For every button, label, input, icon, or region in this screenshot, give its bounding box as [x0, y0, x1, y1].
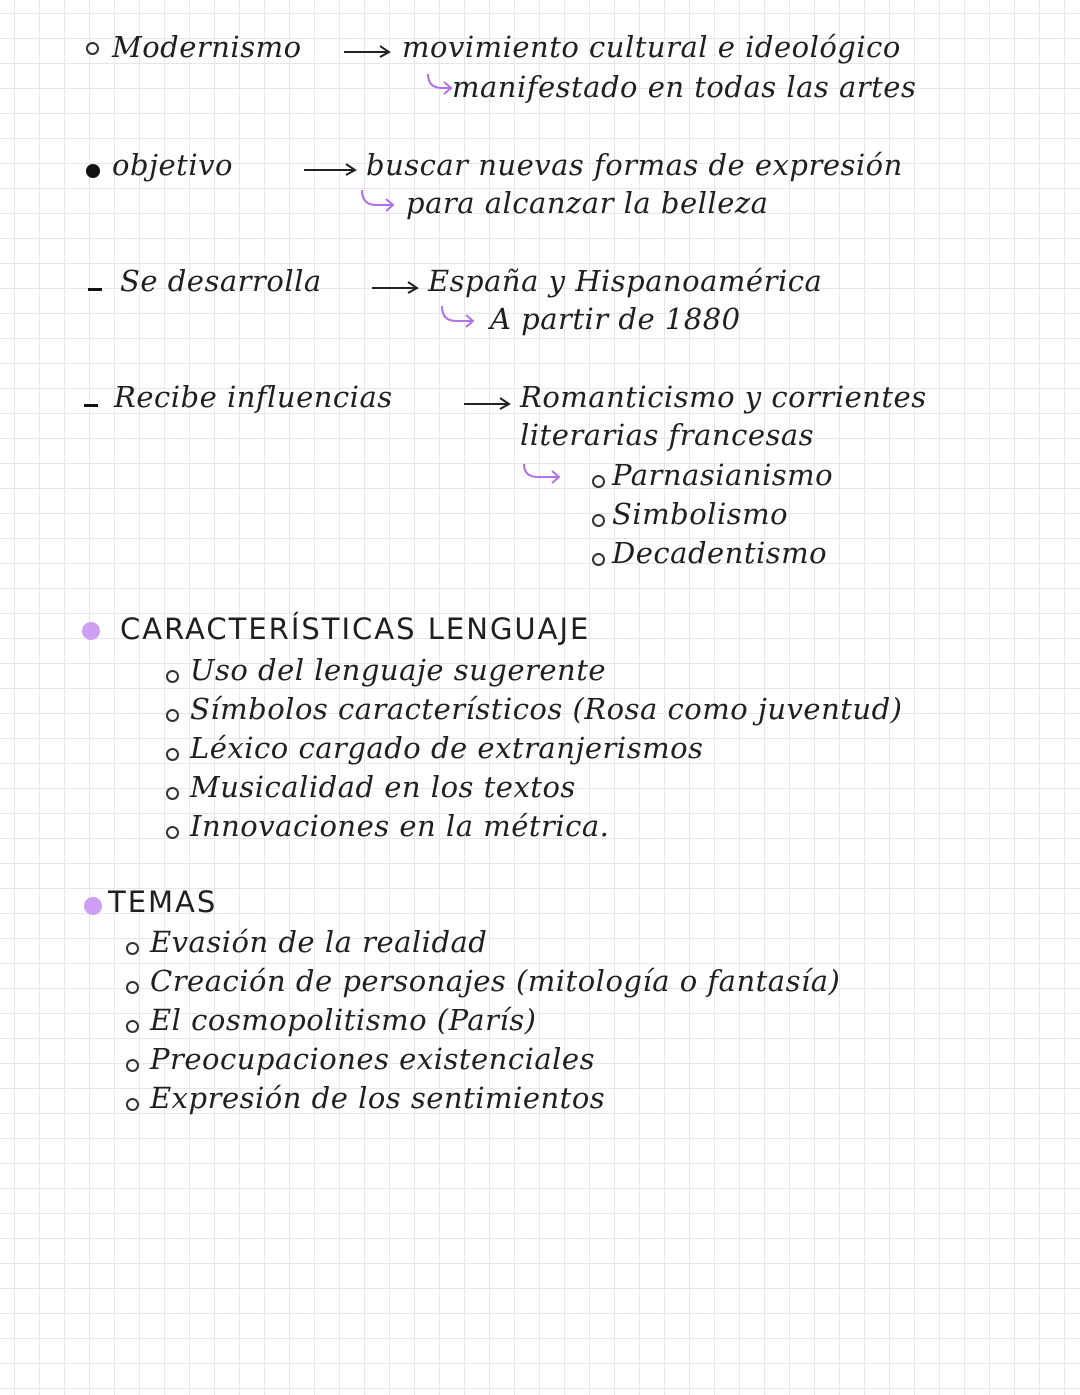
- characteristic-item: Musicalidad en los textos: [190, 770, 576, 804]
- open-bullet-icon: [126, 981, 139, 994]
- open-bullet-icon: [166, 670, 179, 683]
- curved-arrow-icon: [424, 72, 454, 100]
- open-bullet-icon: [166, 748, 179, 761]
- open-bullet-icon: [126, 1098, 139, 1111]
- theme-item: Creación de personajes (mitología o fantasía): [150, 964, 841, 998]
- arrow-right-icon: [370, 278, 422, 294]
- curved-arrow-icon: [358, 188, 398, 216]
- open-bullet-icon: [166, 826, 179, 839]
- influence-item: Parnasianismo: [612, 458, 834, 492]
- heading-temas: TEMAS: [108, 885, 218, 919]
- arrow-right-icon: [302, 160, 360, 176]
- theme-item: Evasión de la realidad: [150, 925, 488, 959]
- term-modernismo: Modernismo: [112, 30, 302, 64]
- curved-arrow-icon: [438, 304, 478, 332]
- theme-item: Expresión de los sentimientos: [150, 1081, 606, 1115]
- dash-bullet-icon: [88, 288, 102, 291]
- open-bullet-icon: [592, 514, 605, 527]
- open-bullet-icon: [126, 1059, 139, 1072]
- dash-bullet-icon: [84, 404, 98, 407]
- curved-arrow-icon: [520, 462, 564, 488]
- definition-influencias-line1: Romanticismo y corrientes: [520, 380, 927, 414]
- theme-item: El cosmopolitismo (París): [150, 1003, 537, 1037]
- definition-objetivo: buscar nuevas formas de expresión: [366, 148, 903, 182]
- detail-desarrollo: A partir de 1880: [490, 302, 741, 336]
- term-influencias: Recibe influencias: [114, 380, 393, 414]
- violet-bullet-icon: [84, 897, 102, 915]
- term-desarrollo: Se desarrolla: [120, 264, 322, 298]
- characteristic-item: Uso del lenguaje sugerente: [190, 653, 607, 687]
- influence-item: Decadentismo: [612, 536, 828, 570]
- arrow-right-icon: [462, 394, 514, 410]
- theme-item: Preocupaciones existenciales: [150, 1042, 595, 1076]
- definition-influencias-line2: literarias francesas: [520, 418, 815, 452]
- characteristic-item: Innovaciones en la métrica.: [190, 809, 610, 843]
- characteristic-item: Léxico cargado de extranjerismos: [190, 731, 704, 765]
- open-bullet-icon: [592, 475, 605, 488]
- open-bullet-icon: [166, 787, 179, 800]
- open-bullet-icon: [126, 1020, 139, 1033]
- term-objetivo: objetivo: [112, 148, 233, 182]
- violet-bullet-icon: [82, 622, 100, 640]
- open-bullet-icon: [166, 709, 179, 722]
- open-bullet-icon: [86, 42, 99, 55]
- detail-modernismo: manifestado en todas las artes: [452, 70, 917, 104]
- filled-bullet-icon: [86, 164, 100, 178]
- open-bullet-icon: [126, 942, 139, 955]
- definition-modernismo: movimiento cultural e ideológico: [402, 30, 901, 64]
- definition-desarrollo: España y Hispanoamérica: [428, 264, 823, 298]
- detail-objetivo: para alcanzar la belleza: [406, 186, 769, 220]
- influence-item: Simbolismo: [612, 497, 789, 531]
- heading-caracteristicas: CARACTERÍSTICAS LENGUAJE: [120, 612, 591, 646]
- arrow-right-icon: [342, 42, 394, 58]
- open-bullet-icon: [592, 553, 605, 566]
- characteristic-item: Símbolos característicos (Rosa como juventud): [190, 692, 903, 726]
